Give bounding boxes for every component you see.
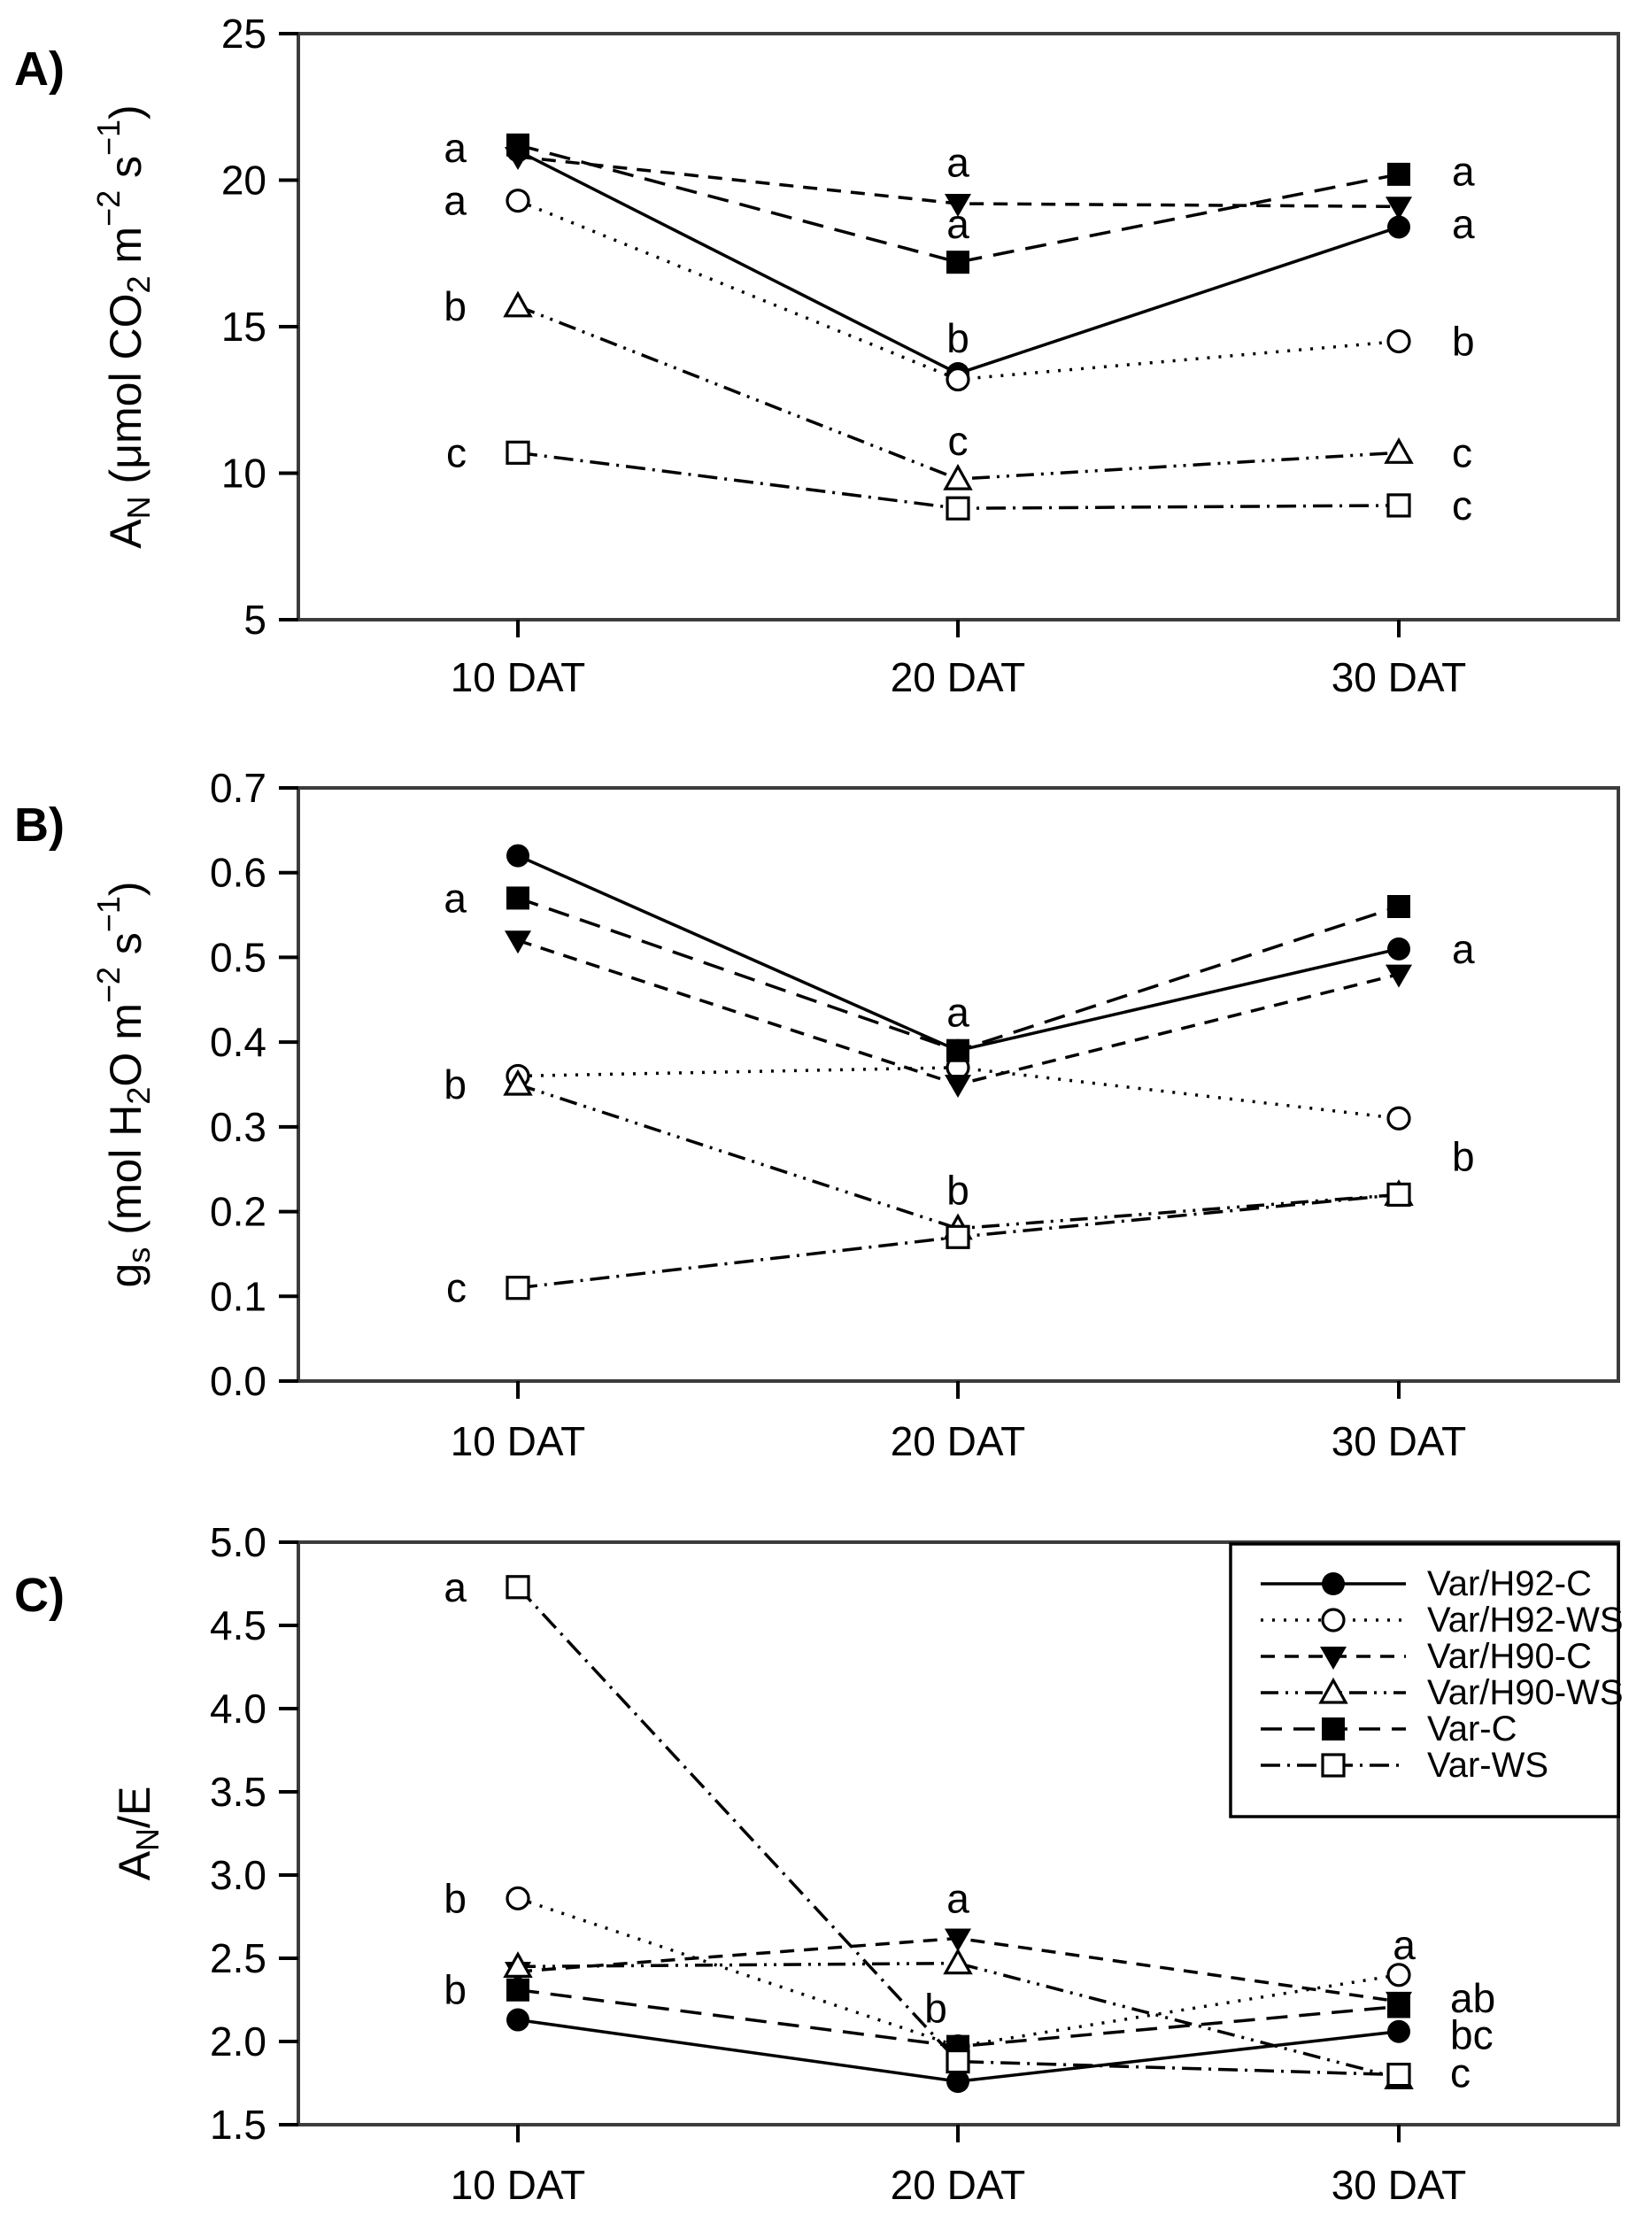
sig-letter: ab: [1450, 1975, 1496, 2022]
panel-label: B): [14, 799, 65, 852]
marker-filled-circle: [506, 2009, 529, 2032]
y-axis-title: $g_s$ (mol $H_2O$ $m^{-2}$ $s^{-1}$): [89, 881, 157, 1288]
marker-open-circle: [1323, 1609, 1344, 1631]
marker-filled-square: [506, 886, 529, 909]
y-tick-label: 2.5: [210, 1935, 266, 1981]
marker-filled-square: [1387, 1995, 1410, 2018]
sig-letter: a: [946, 1875, 969, 1922]
marker-filled-square: [1387, 895, 1410, 918]
sig-letter: b: [1452, 318, 1475, 365]
marker-open-square: [507, 1577, 529, 1598]
x-tick-label: 30 DAT: [1331, 654, 1467, 700]
y-tick-label: 4.0: [210, 1686, 266, 1732]
y-tick-label: 3.0: [210, 1852, 266, 1898]
marker-filled-square: [946, 1039, 969, 1062]
sig-letter: b: [444, 1966, 467, 2013]
y-tick-label: 0.2: [210, 1188, 266, 1235]
y-tick-label: 3.5: [210, 1769, 266, 1815]
marker-open-square: [507, 1277, 529, 1299]
y-tick-label: 0.5: [210, 934, 266, 981]
marker-open-square: [1388, 2065, 1409, 2086]
sig-letter: a: [1393, 1921, 1416, 1968]
y-axis-title: $A_N/E$: [110, 1786, 166, 1881]
sig-letter: bc: [1450, 2011, 1494, 2058]
legend-label: Var/H90-WS: [1427, 1673, 1624, 1712]
marker-filled-square: [1387, 163, 1410, 186]
marker-open-circle: [947, 369, 969, 390]
marker-open-square: [947, 498, 969, 519]
y-tick-label: 20: [220, 157, 266, 204]
sig-letter: a: [946, 201, 969, 248]
sig-letter: a: [1452, 148, 1475, 195]
sig-letter: a: [946, 139, 969, 186]
sig-letter: c: [1450, 2049, 1471, 2096]
sig-letter: a: [444, 1563, 467, 1610]
marker-filled-circle: [1387, 938, 1410, 961]
sig-letter: b: [1452, 1133, 1475, 1180]
marker-open-square: [507, 442, 529, 463]
x-tick-label: 10 DAT: [450, 1418, 586, 1464]
marker-open-square: [1323, 1755, 1344, 1776]
y-tick-label: 0.6: [210, 849, 266, 896]
marker-open-triangle-up: [506, 294, 530, 316]
y-tick-label: 1.5: [210, 2102, 266, 2148]
marker-filled-triangle-down: [945, 1075, 971, 1098]
marker-filled-square: [1322, 1717, 1345, 1740]
marker-open-square: [1388, 1184, 1409, 1205]
legend-label: Var/H90-C: [1427, 1637, 1592, 1676]
y-tick-label: 0.4: [210, 1019, 266, 1066]
sig-letter: a: [444, 177, 467, 224]
legend: [1231, 1544, 1624, 1817]
sig-letter: c: [947, 418, 969, 465]
sig-letter: c: [446, 1264, 467, 1311]
sig-letter: c: [446, 429, 467, 476]
legend-label: Var/H92-C: [1427, 1564, 1592, 1603]
y-tick-label: 0.7: [210, 765, 266, 811]
panel-c: [14, 1519, 1624, 2208]
marker-open-square: [947, 1226, 969, 1247]
panel-a: [14, 11, 1618, 700]
marker-filled-circle: [1322, 1572, 1345, 1595]
x-tick-label: 20 DAT: [890, 2162, 1026, 2208]
x-tick-label: 20 DAT: [890, 1418, 1026, 1464]
sig-letter: b: [444, 1875, 467, 1922]
marker-open-circle: [507, 190, 529, 212]
sig-letter: b: [444, 282, 467, 329]
marker-filled-square: [506, 134, 529, 157]
marker-open-circle: [507, 1887, 529, 1909]
marker-open-circle: [1388, 1108, 1409, 1129]
y-tick-label: 15: [220, 304, 266, 350]
panel-label: A): [14, 42, 65, 96]
marker-filled-triangle-down: [1386, 197, 1412, 220]
legend-label: Var-C: [1427, 1709, 1517, 1748]
y-tick-label: 5.0: [210, 1519, 266, 1565]
marker-open-triangle-up: [1386, 440, 1411, 462]
sig-letter: a: [1452, 201, 1475, 248]
marker-filled-triangle-down: [1386, 965, 1412, 988]
sig-letter: c: [1452, 482, 1472, 529]
y-tick-label: 25: [220, 11, 266, 57]
marker-filled-circle: [506, 845, 529, 868]
marker-filled-square: [946, 251, 969, 274]
legend-label: Var/H92-WS: [1427, 1601, 1624, 1640]
sig-letter: a: [1452, 925, 1475, 972]
marker-open-circle: [1388, 331, 1409, 352]
x-tick-label: 30 DAT: [1331, 1418, 1467, 1464]
marker-open-triangle-up: [946, 467, 970, 489]
legend-label: Var-WS: [1427, 1746, 1549, 1785]
x-tick-label: 20 DAT: [890, 654, 1026, 700]
sig-letter: b: [444, 1061, 467, 1108]
y-axis-title: $A_N$ (μmol $CO_2$ $m^{-2}$ $s^{-1}$): [89, 104, 157, 549]
marker-filled-square: [506, 1979, 529, 2002]
y-tick-label: 5: [243, 597, 266, 643]
marker-filled-circle: [1387, 2020, 1410, 2043]
marker-open-square: [1388, 495, 1409, 516]
x-tick-label: 10 DAT: [450, 654, 586, 700]
y-tick-label: 0.3: [210, 1103, 266, 1150]
y-tick-label: 10: [220, 450, 266, 497]
marker-open-square: [947, 2051, 969, 2072]
sig-letter: b: [924, 1985, 947, 2032]
sig-letter: b: [946, 1167, 969, 1214]
sig-letter: c: [1452, 429, 1472, 476]
y-tick-label: 2.0: [210, 2018, 266, 2065]
panel-b: [14, 765, 1618, 1464]
y-tick-label: 0.0: [210, 1358, 266, 1404]
series-markers-var-c: [506, 886, 1410, 1061]
x-tick-label: 10 DAT: [450, 2162, 586, 2208]
sig-letter: a: [946, 989, 969, 1036]
marker-open-triangle-up: [946, 1951, 970, 1973]
sig-letter: b: [946, 315, 969, 362]
panel-label: C): [14, 1569, 65, 1622]
y-tick-label: 0.1: [210, 1273, 266, 1320]
sig-letter: a: [444, 875, 467, 922]
sig-letter: a: [444, 125, 467, 172]
y-tick-label: 4.5: [210, 1602, 266, 1648]
x-tick-label: 30 DAT: [1331, 2162, 1467, 2208]
